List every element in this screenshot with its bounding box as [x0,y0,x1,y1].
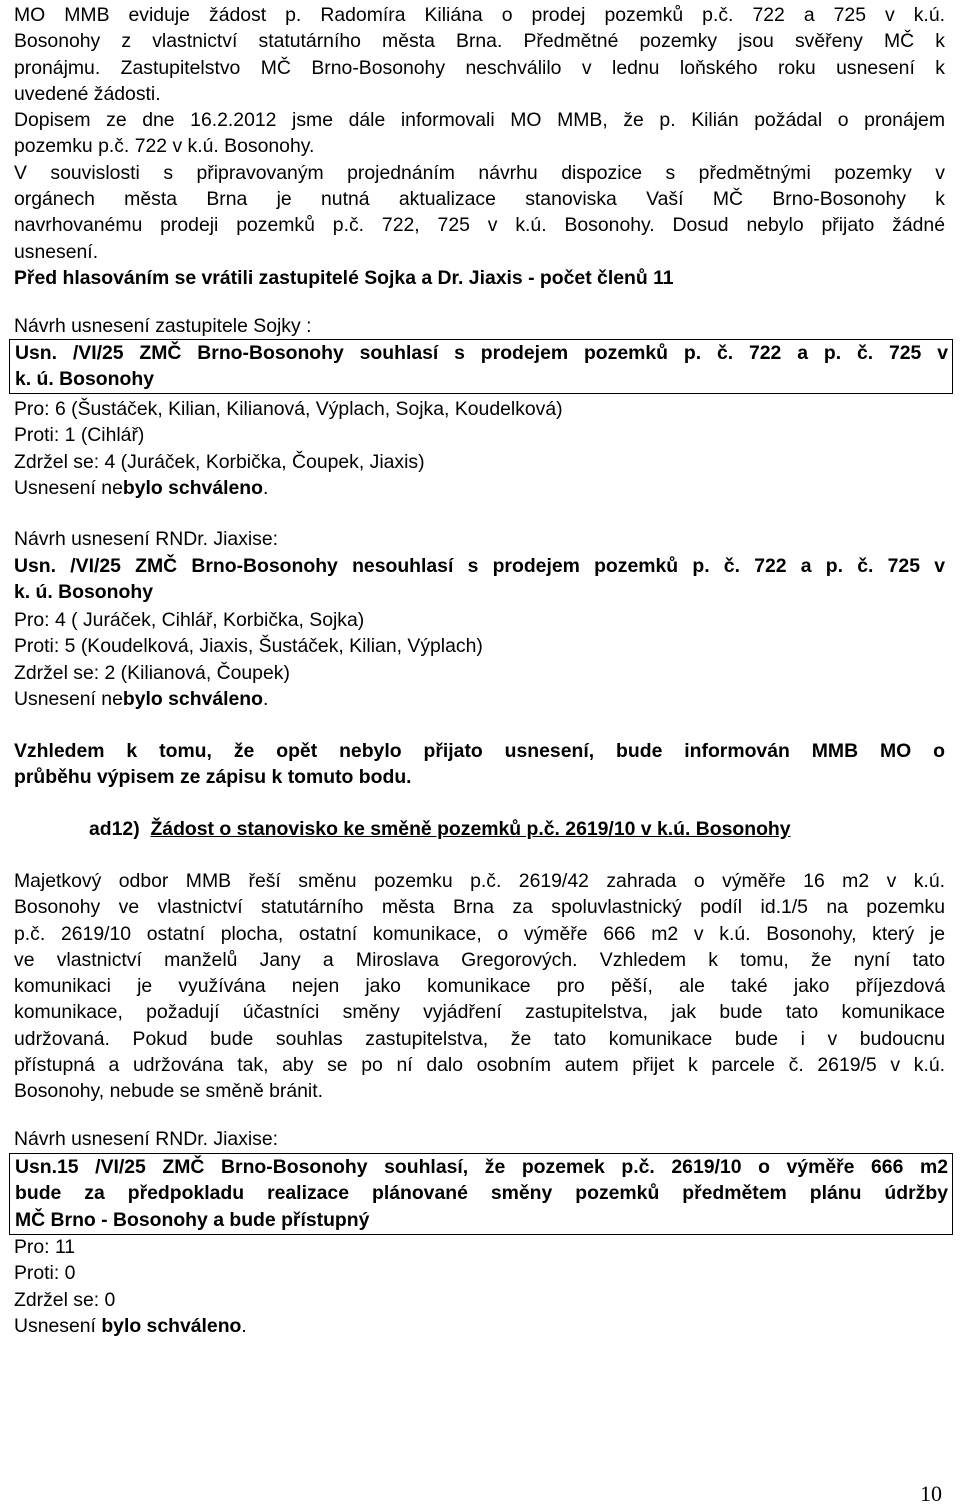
intro-line: pozemku p.č. 722 v k.ú. Bosonohy. [14,135,315,158]
votes-for: Pro: 6 (Šustáček, Kilian, Kilianová, Výplach, Sojka, Koudelková) [14,398,563,420]
vote-result: Usnesení nebylo schváleno. [14,476,269,499]
resolution-2 [14,553,945,606]
intro-line: V souvislosti s připravovaným projednáním návrhu dispozice s předmětnými pozemky v [14,161,945,184]
vote-result: Usnesení bylo schváleno. [14,1314,247,1337]
page-number: 10 [920,1481,942,1506]
resolution-box-1 [9,339,953,394]
proposal-2-label: Návrh usnesení RNDr. Jiaxise: [14,528,279,550]
resolution-text: Usn. /VI/25 ZMČ Brno-Bosonohy souhlasí s prodejem pozemků p. č. 722 a p. č. 725 v [15,342,948,364]
votes-abstain: Zdržel se: 4 (Juráček, Korbička, Čoupek, Jiaxis) [14,450,425,473]
votes-against: Proti: 1 (Cihlář) [14,424,145,447]
votes-abstain: Zdržel se: 2 (Kilianová, Čoupek) [14,661,290,684]
resolution-text: k. ú. Bosonohy [15,368,154,391]
return-note: Před hlasováním se vrátili zastupitelé Sojka a Dr. Jiaxis - počet členů 11 [14,266,674,289]
intro-line: uvedené žádosti. [14,82,161,105]
intro-line: pronájmu. Zastupitelstvo MČ Brno-Bosonohy neschválilo v lednu loňského roku usnesení k [14,56,945,79]
item-number: ad12) [89,818,140,840]
resolution-text: k. ú. Bosonohy [14,581,153,604]
votes-for: Pro: 4 ( Juráček, Cihlář, Korbička, Sojka) [14,609,365,631]
votes-against: Proti: 5 (Koudelková, Jiaxis, Šustáček, Kilian, Výplach) [14,635,483,658]
intro-line: Bosonohy z vlastnictví statutárního města Brna. Předmětné pozemky jsou svěřeny MČ k [14,30,945,53]
proposal-1-label: Návrh usnesení zastupitele Sojky : [14,315,312,337]
intro-line: navrhovanému prodeji pozemků p.č. 722, 725 v k.ú. Bosonohy. Dosud nebylo přijato žádné [14,214,945,237]
intro-line: orgánech města Brna je nutná aktualizace stanoviska Vaší MČ Brno-Bosonohy k [14,188,945,211]
item-12-paragraph: Majetkový odbor MMB řeší směnu pozemku p.č. 2619/42 zahrada o výměře 16 m2 v k.ú. Bosonohy ve vlastnictví statutárního města Brna za spoluvlastnický podíl id.1/5 na pozemku p.č. 2619/10 ostatní plocha, ostatní komunikace, o výměře 666 m2 v k.ú. Bosonohy, který je ve vlastnictví manželů Jany a Miroslava Gregorových. Vzhledem k tomu, že nyní tato komunikaci je využívána nejen jako komunikace pro pěší, ale také jako příjezdová komunikace, požadují účastníci směny vyjádření zastupitelstva, jak bude tato komunikace udržovaná. Pokud bude souhlas zastupitelstva, že tato komunikace bude i v budoucnu přístupná a udržována tak, aby se po ní dalo osobním autem přijet k parcele č. 2619/5 v k.ú. Bosonohy, nebude se směně bránit. [14,870,945,1103]
item-title: Žádost o stanovisko ke směně pozemků p.č. 2619/10 v k.ú. Bosonohy [150,818,791,840]
proposal-3-votes [14,1234,945,1339]
vote-result: Usnesení nebylo schváleno. [14,687,269,710]
item-12-heading [89,816,791,842]
conclusion: Vzhledem k tomu, že opět nebylo přijato usnesení, bude informován MMB MO o průběhu výpisem ze zápisu k tomuto bodu. [14,740,945,789]
intro-paragraph [14,2,945,291]
resolution-box-3 [9,1153,953,1235]
resolution-text: Usn.15 /VI/25 ZMČ Brno-Bosonohy souhlasí, že pozemek p.č. 2619/10 o výměře 666 m2 [15,1156,948,1178]
intro-line: usnesení. [14,240,99,263]
resolution-text: Usn. /VI/25 ZMČ Brno-Bosonohy nesouhlasí s prodejem pozemků p. č. 722 a p. č. 725 v [14,555,945,577]
resolution-text: MČ Brno - Bosonohy a bude přístupný [15,1208,370,1231]
intro-line: MO MMB eviduje žádost p. Radomíra Kiliána o prodej pozemků p.č. 722 a 725 v k.ú. [14,4,945,26]
votes-against: Proti: 0 [14,1262,76,1285]
proposal-3-label: Návrh usnesení RNDr. Jiaxise: [14,1128,279,1150]
proposal-1-votes [14,396,945,501]
votes-abstain: Zdržel se: 0 [14,1288,116,1311]
resolution-text: bude za předpokladu realizace plánované směny pozemků předmětem plánu údržby [15,1182,948,1205]
votes-for: Pro: 11 [14,1236,76,1258]
intro-line: Dopisem ze dne 16.2.2012 jsme dále informovali MO MMB, že p. Kilián požádal o pronájem [14,109,945,132]
proposal-2-votes [14,607,945,712]
